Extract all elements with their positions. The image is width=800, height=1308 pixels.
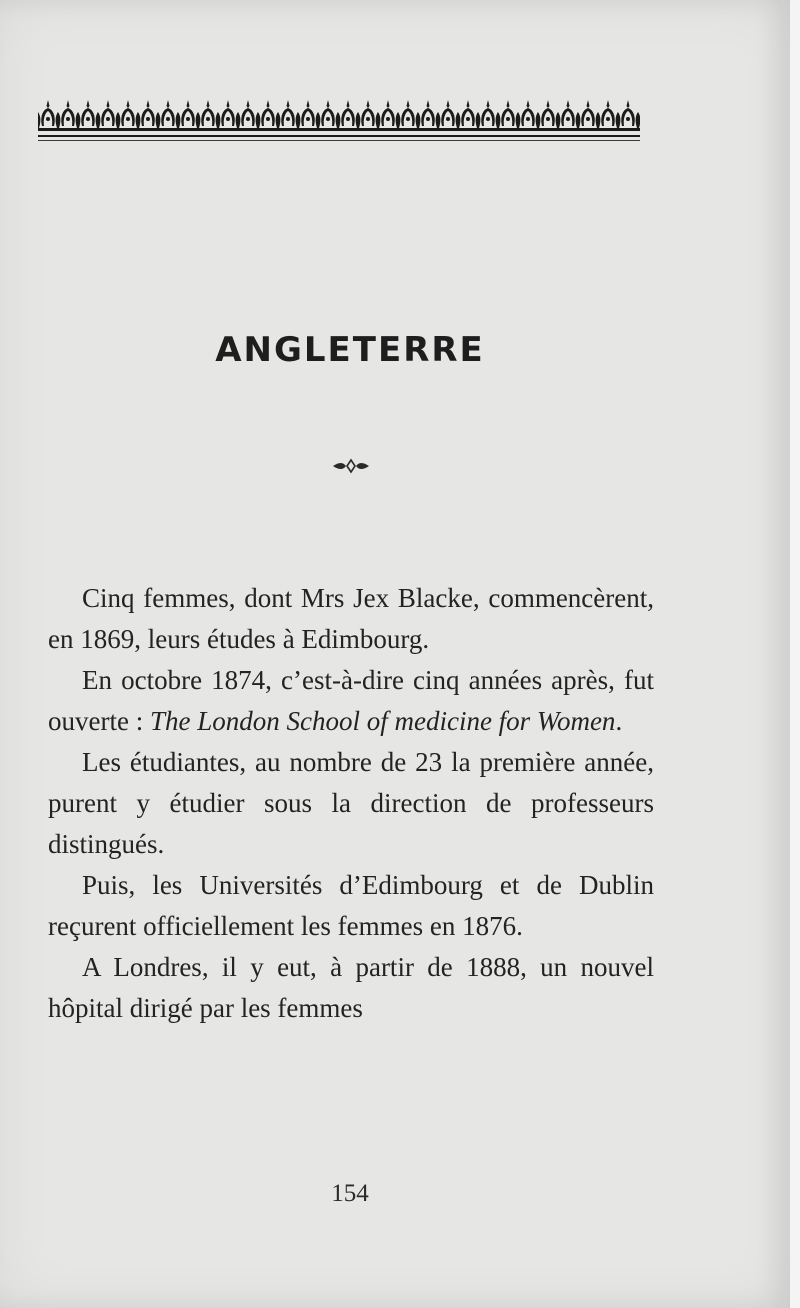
fleuron-ornament-icon [331, 458, 371, 474]
school-name-italic: The London School of medicine for Women [149, 706, 616, 736]
header-ornament-band [38, 98, 640, 146]
page-number: 154 [331, 1180, 369, 1207]
paragraph-5: A Londres, il y eut, à partir de 1888, un nouvel hôpital dirigé par les femmes [48, 952, 654, 1023]
page-edge [790, 0, 800, 1308]
paragraph-2 [48, 660, 654, 742]
paragraph-4: Puis, les Universités d’Edimbourg et de Dublin reçurent officiellement les femmes en 1876. [48, 870, 654, 941]
paragraph-2-text: En octobre 1874, c’est-à-dire cinq années après, fut ouverte : [48, 665, 654, 736]
paragraph-3: Les étudiantes, au nombre de 23 la première année, purent y étudier sous la direction de professeurs distingués. [48, 747, 654, 859]
chapter-title: ANGLETERRE [215, 330, 485, 370]
paragraph-2-end: . [615, 706, 623, 736]
body-text [48, 578, 654, 1029]
paragraph-1: Cinq femmes, dont Mrs Jex Blacke, commencèrent, en 1869, leurs études à Edimbourg. [48, 583, 654, 654]
